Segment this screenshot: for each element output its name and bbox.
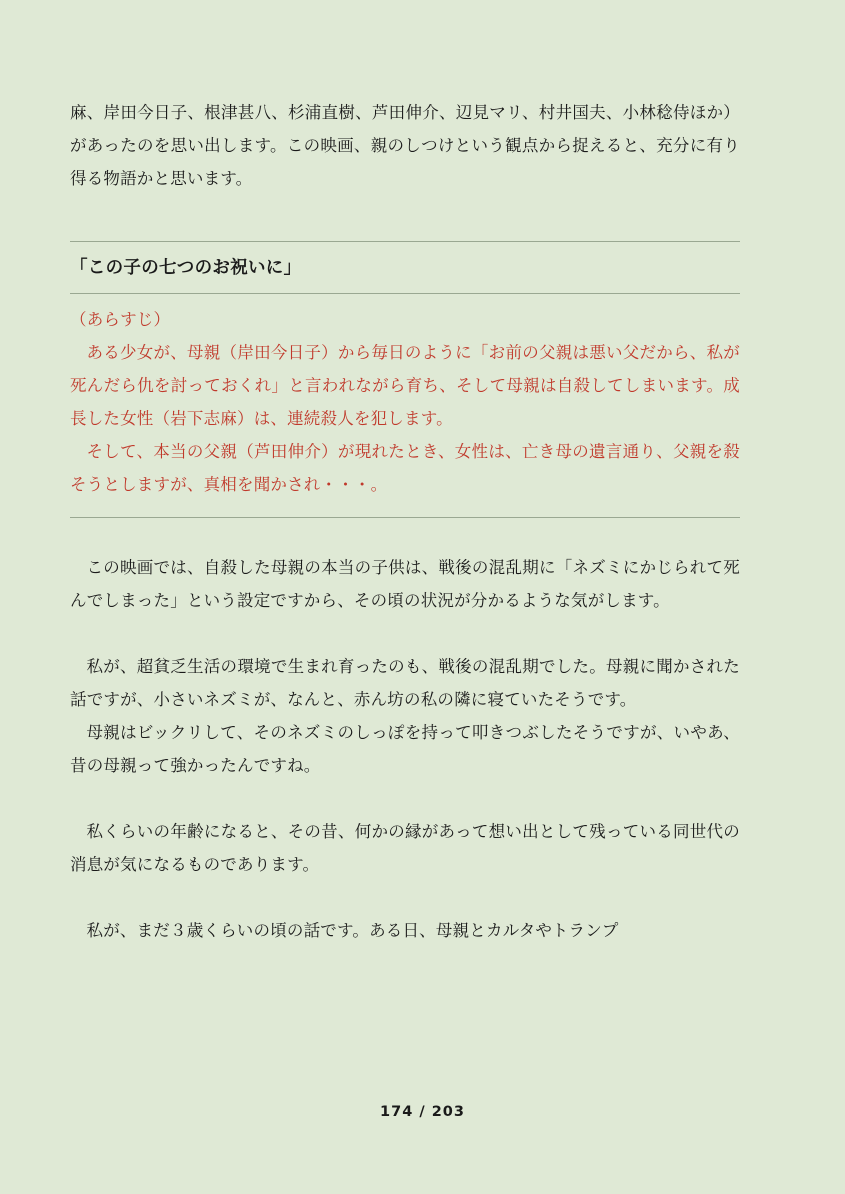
- body-paragraph: 母親はビックリして、そのネズミのしっぽを持って叩きつぶしたそうですが、いやあ、昔の母親って強かったんですね。: [70, 723, 740, 775]
- body-paragraph: 私が、超貧乏生活の環境で生まれ育ったのも、戦後の混乱期でした。母親に聞かされた話ですが、小さいネズミが、なんと、赤ん坊の私の隣に寝ていたそうです。: [70, 657, 740, 709]
- spacer: [70, 518, 740, 551]
- synopsis-paragraph: そして、本当の父親（芦田伸介）が現れたとき、女性は、亡き母の遺言通り、父親を殺そうとしますが、真相を聞かされ・・・。: [70, 442, 740, 494]
- synopsis-paragraph: ある少女が、母親（岸田今日子）から毎日のように「お前の父親は悪い父だから、私が死んだら仇を討っておくれ」と言われながら育ち、そして母親は自殺してしまいます。成長した女性（岩下志麻）は、連続殺人を犯します。: [70, 343, 740, 428]
- spacer: [70, 782, 740, 815]
- body-paragraph: 私が、まだ３歳くらいの頃の話です。ある日、母親とカルタやトランプ: [86, 921, 619, 940]
- body-paragraph: 私くらいの年齢になると、その昔、何かの縁があって想い出として残っている同世代の消息が気になるものであります。: [70, 822, 740, 874]
- section-title: 「この子の七つのお祝いに」: [70, 258, 302, 278]
- spacer: [70, 617, 740, 650]
- page-number: 174 / 203: [380, 1104, 465, 1120]
- spacer: [70, 501, 740, 517]
- spacer: [70, 881, 740, 914]
- synopsis-label: （あらすじ）: [70, 310, 171, 329]
- top-paragraph: 麻、岸田今日子、根津甚八、杉浦直樹、芦田伸介、辺見マリ、村井国夫、小林稔侍ほか）があったのを思い出します。この映画、親のしつけという観点から捉えると、充分に有り得る物語かと思います。: [70, 103, 740, 188]
- spacer: [70, 195, 740, 241]
- synopsis-block: [70, 294, 740, 501]
- body-paragraph: この映画では、自殺した母親の本当の子供は、戦後の混乱期に「ネズミにかじられて死んでしまった」という設定ですから、その頃の状況が分かるような気がします。: [70, 558, 740, 610]
